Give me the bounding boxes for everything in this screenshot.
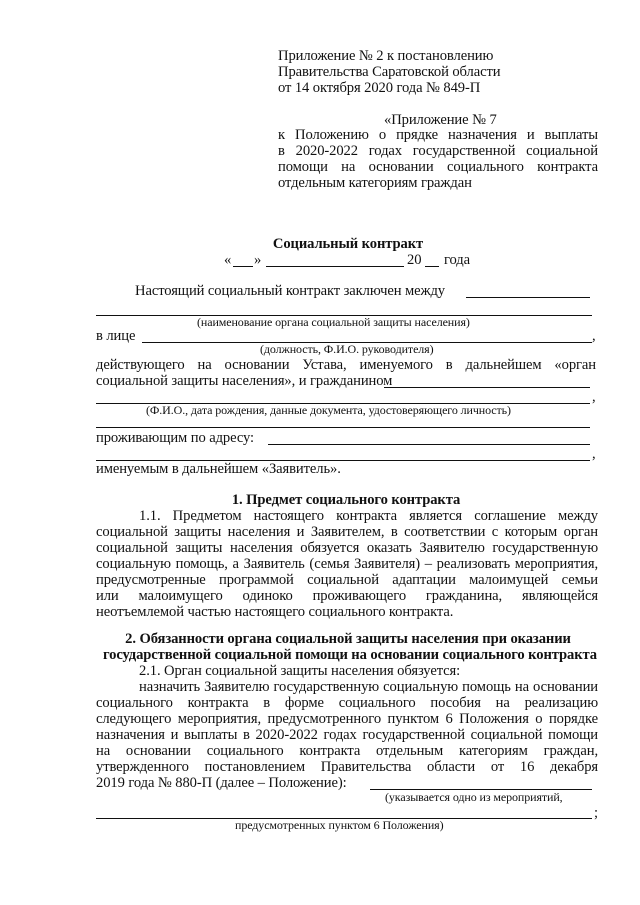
section-1-line-2: социальной защиты населения и Заявителем, в соответствии с которым орган: [96, 524, 598, 540]
section-2-line-1: назначить Заявителю государственную социальную помощь на основании: [139, 679, 598, 695]
contract-title: Социальный контракт: [272, 236, 424, 252]
annex-line-7: помощи на основании социального контракта: [278, 159, 598, 175]
position-caption: (должность, Ф.И.О. руководителя): [260, 342, 434, 356]
citizen-caption: (Ф.И.О., дата рождения, данные документа, удостоверяющего личность): [146, 403, 511, 417]
date-quote-close: »: [254, 252, 262, 268]
year-prefix: 20: [407, 252, 422, 268]
section-1-line-3: социальной защиты населения обязуется оказать Заявителю государственную: [96, 540, 598, 556]
section-1-line-7: неотъемлемой частью настоящего социального контракта.: [96, 604, 454, 620]
applicant-line: именуемым в дальнейшем «Заявитель».: [96, 461, 341, 477]
day-blank[interactable]: [233, 266, 253, 267]
semicolon: ;: [594, 805, 598, 821]
annex-line-2: Правительства Саратовской области: [278, 64, 501, 80]
section-1-line-6: или малоимущего одиноко проживающего гражданина, являющейся: [96, 588, 598, 604]
annex-line-5: к Положению о прядке назначения и выплаты: [278, 127, 598, 143]
annex-line-3: от 14 октября 2020 года № 849-П: [278, 80, 481, 96]
year-blank[interactable]: [425, 266, 439, 267]
section-1-line-1: 1.1. Предметом настоящего контракта является соглашение между: [139, 508, 598, 524]
address-blank[interactable]: [268, 444, 590, 445]
section-2-sub: 2.1. Орган социальной защиты населения обязуется:: [139, 663, 461, 679]
contract-intro: Настоящий социальный контракт заключен между: [135, 283, 445, 299]
citizen-line: социальной защиты населения», и гражданином: [96, 373, 393, 389]
section-2-line-4: назначения и выплаты в 2020-2022 годах государственной социальной помощи: [96, 727, 598, 743]
section-2-line-6: утвержденного постановлением Правительства области от 16 декабря: [96, 759, 598, 775]
section-2-heading-1: 2. Обязанности органа социальной защиты населения при оказании: [125, 631, 571, 647]
year-suffix: года: [444, 252, 471, 268]
month-blank[interactable]: [266, 266, 404, 267]
comma-2: ,: [592, 389, 596, 405]
section-1-line-5: предусмотренные программой социальной адаптации малоимущей семьи: [96, 572, 598, 588]
citizen-blank[interactable]: [384, 387, 590, 388]
annex-line-4: «Приложение № 7: [384, 112, 497, 128]
section-2-line-2: социального контракта в форме социального пособия на реализацию: [96, 695, 598, 711]
address-label: проживающим по адресу:: [96, 430, 254, 446]
org-name-blank[interactable]: [466, 297, 590, 298]
comma-1: ,: [592, 328, 596, 344]
section-2-heading-2: государственной социальной помощи на основании социального контракта: [102, 647, 598, 663]
section-1-line-4: социальную помощь, а Заявитель (семья Заявителя) – реализовать мероприятия,: [96, 556, 598, 572]
annex-line-8: отдельным категориям граждан: [278, 175, 472, 191]
annex-line-6: в 2020-2022 годах государственной социальной: [278, 143, 598, 159]
section-2-line-3: следующего мероприятия, предусмотренного пунктом 6 Положения о порядке: [96, 711, 598, 727]
comma-3: ,: [592, 446, 596, 462]
in-person-label: в лице: [96, 328, 136, 344]
annex-line-1: Приложение № 2 к постановлению: [278, 48, 494, 64]
section-2-line-5: на основании социального контракта отдельным категориям граждан,: [96, 743, 598, 759]
section-2-line-7: 2019 года № 880-П (далее – Положение):: [96, 775, 347, 791]
measure-caption-1: (указывается одно из мероприятий,: [385, 790, 563, 804]
section-1-heading: 1. Предмет социального контракта: [231, 492, 461, 508]
org-caption: (наименование органа социальной защиты населения): [197, 315, 470, 329]
extra-blank[interactable]: [96, 427, 590, 428]
measure-caption-2: предусмотренных пунктом 6 Положения): [235, 818, 444, 832]
acting-line: действующего на основании Устава, именуемого в дальнейшем «орган: [96, 357, 596, 373]
date-quote-open: «: [224, 252, 232, 268]
